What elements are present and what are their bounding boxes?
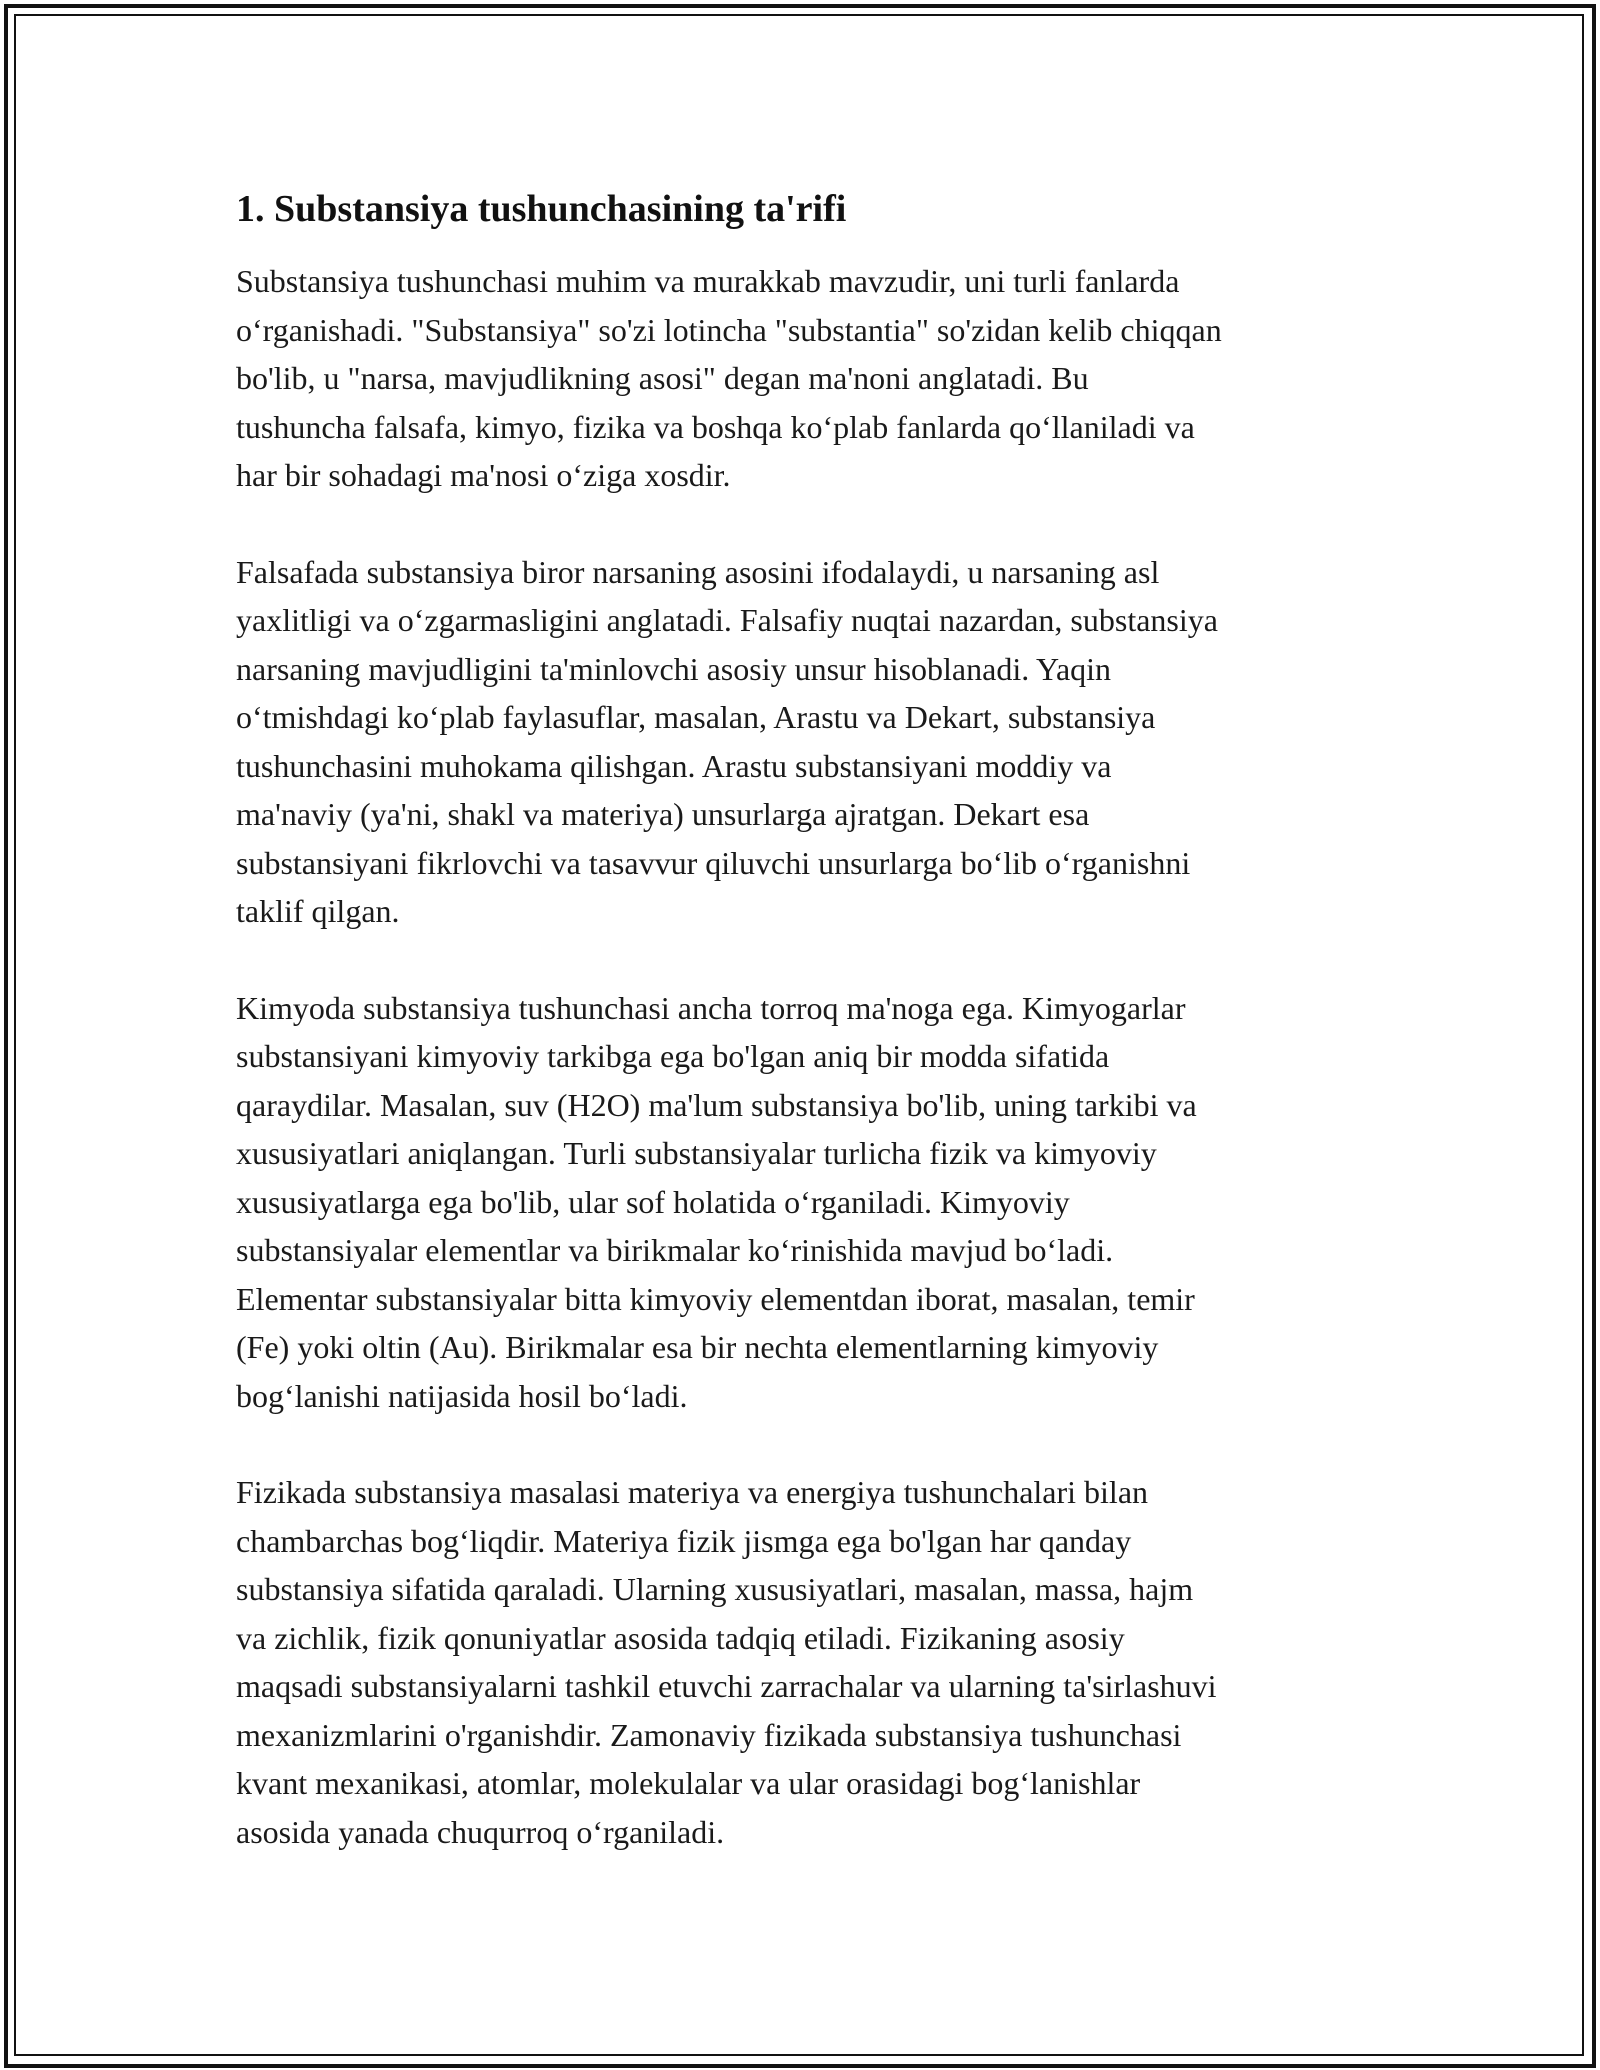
paragraph-intro: Substansiya tushunchasi muhim va murakkab mavzudir, uni turli fanlarda o‘rganishadi. "Substansiya" so'zi lotincha "substantia" so'zidan kelib chiqqan bo'lib, u "narsa, mavjudlikning asosi" degan ma'noni anglatadi. Bu tushuncha falsafa, kimyo, fizika va boshqa ko‘plab fanlarda qo‘llaniladi va har bir sohadagi ma'nosi o‘ziga xosdir. bbox=[236, 263, 1222, 493]
paragraph-physics: Fizikada substansiya masalasi materiya va energiya tushunchalari bilan chambarchas bog‘liqdir. Materiya fizik jismga ega bo'lgan har qanday substansiya sifatida qaraladi. Ularning xususiyatlari, masalan, massa, hajm va zichlik, fizik qonuniyatlar asosida tadqiq etiladi. Fizikaning asosiy maqsadi substansiyalarni tashkil etuvchi zarrachalar va ularning ta'sirlashuvi mexanizmlarini o'rganishdir. Zamonaviy fizikada substansiya tushunchasi kvant mexanikasi, atomlar, molekulalar va ular orasidagi bog‘lanishlar asosida yanada chuqurroq o‘rganiladi. bbox=[236, 1474, 1217, 1850]
paragraph-philosophy: Falsafada substansiya biror narsaning asosini ifodalaydi, u narsaning asl yaxlitligi va o‘zgarmasligini anglatadi. Falsafiy nuqtai nazardan, substansiya narsaning mavjudligini ta'minlovchi asosiy unsur hisoblanadi. Yaqin o‘tmishdagi ko‘plab faylasuflar, masalan, Arastu va Dekart, substansiya tushunchasini muhokama qilishgan. Arastu substansiyani moddiy va ma'naviy (ya'ni, shakl va materiya) unsurlarga ajratgan. Dekart esa substansiyani fikrlovchi va tasavvur qiluvchi unsurlarga bo‘lib o‘rganishni taklif qilgan. bbox=[236, 553, 1218, 929]
document-body bbox=[236, 185, 1376, 1904]
section-heading: 1. Substansiya tushunchasining ta'rifi bbox=[236, 188, 847, 230]
paragraph-chemistry: Kimyoda substansiya tushunchasi ancha torroq ma'noga ega. Kimyogarlar substansiyani kimyoviy tarkibga ega bo'lgan aniq bir modda sifatida qaraydilar. Masalan, suv (H2O) ma'lum substansiya bo'lib, uning tarkibi va xususiyatlari aniqlangan. Turli substansiyalar turlicha fizik va kimyoviy xususiyatlarga ega bo'lib, ular sof holatida o‘rganiladi. Kimyoviy substansiyalar elementlar va birikmalar ko‘rinishida mavjud bo‘ladi. Elementar substansiyalar bitta kimyoviy elementdan iborat, masalan, temir (Fe) yoki oltin (Au). Birikmalar esa bir nechta elementlarning kimyoviy bog‘lanishi natijasida hosil bo‘ladi. bbox=[236, 989, 1197, 1414]
